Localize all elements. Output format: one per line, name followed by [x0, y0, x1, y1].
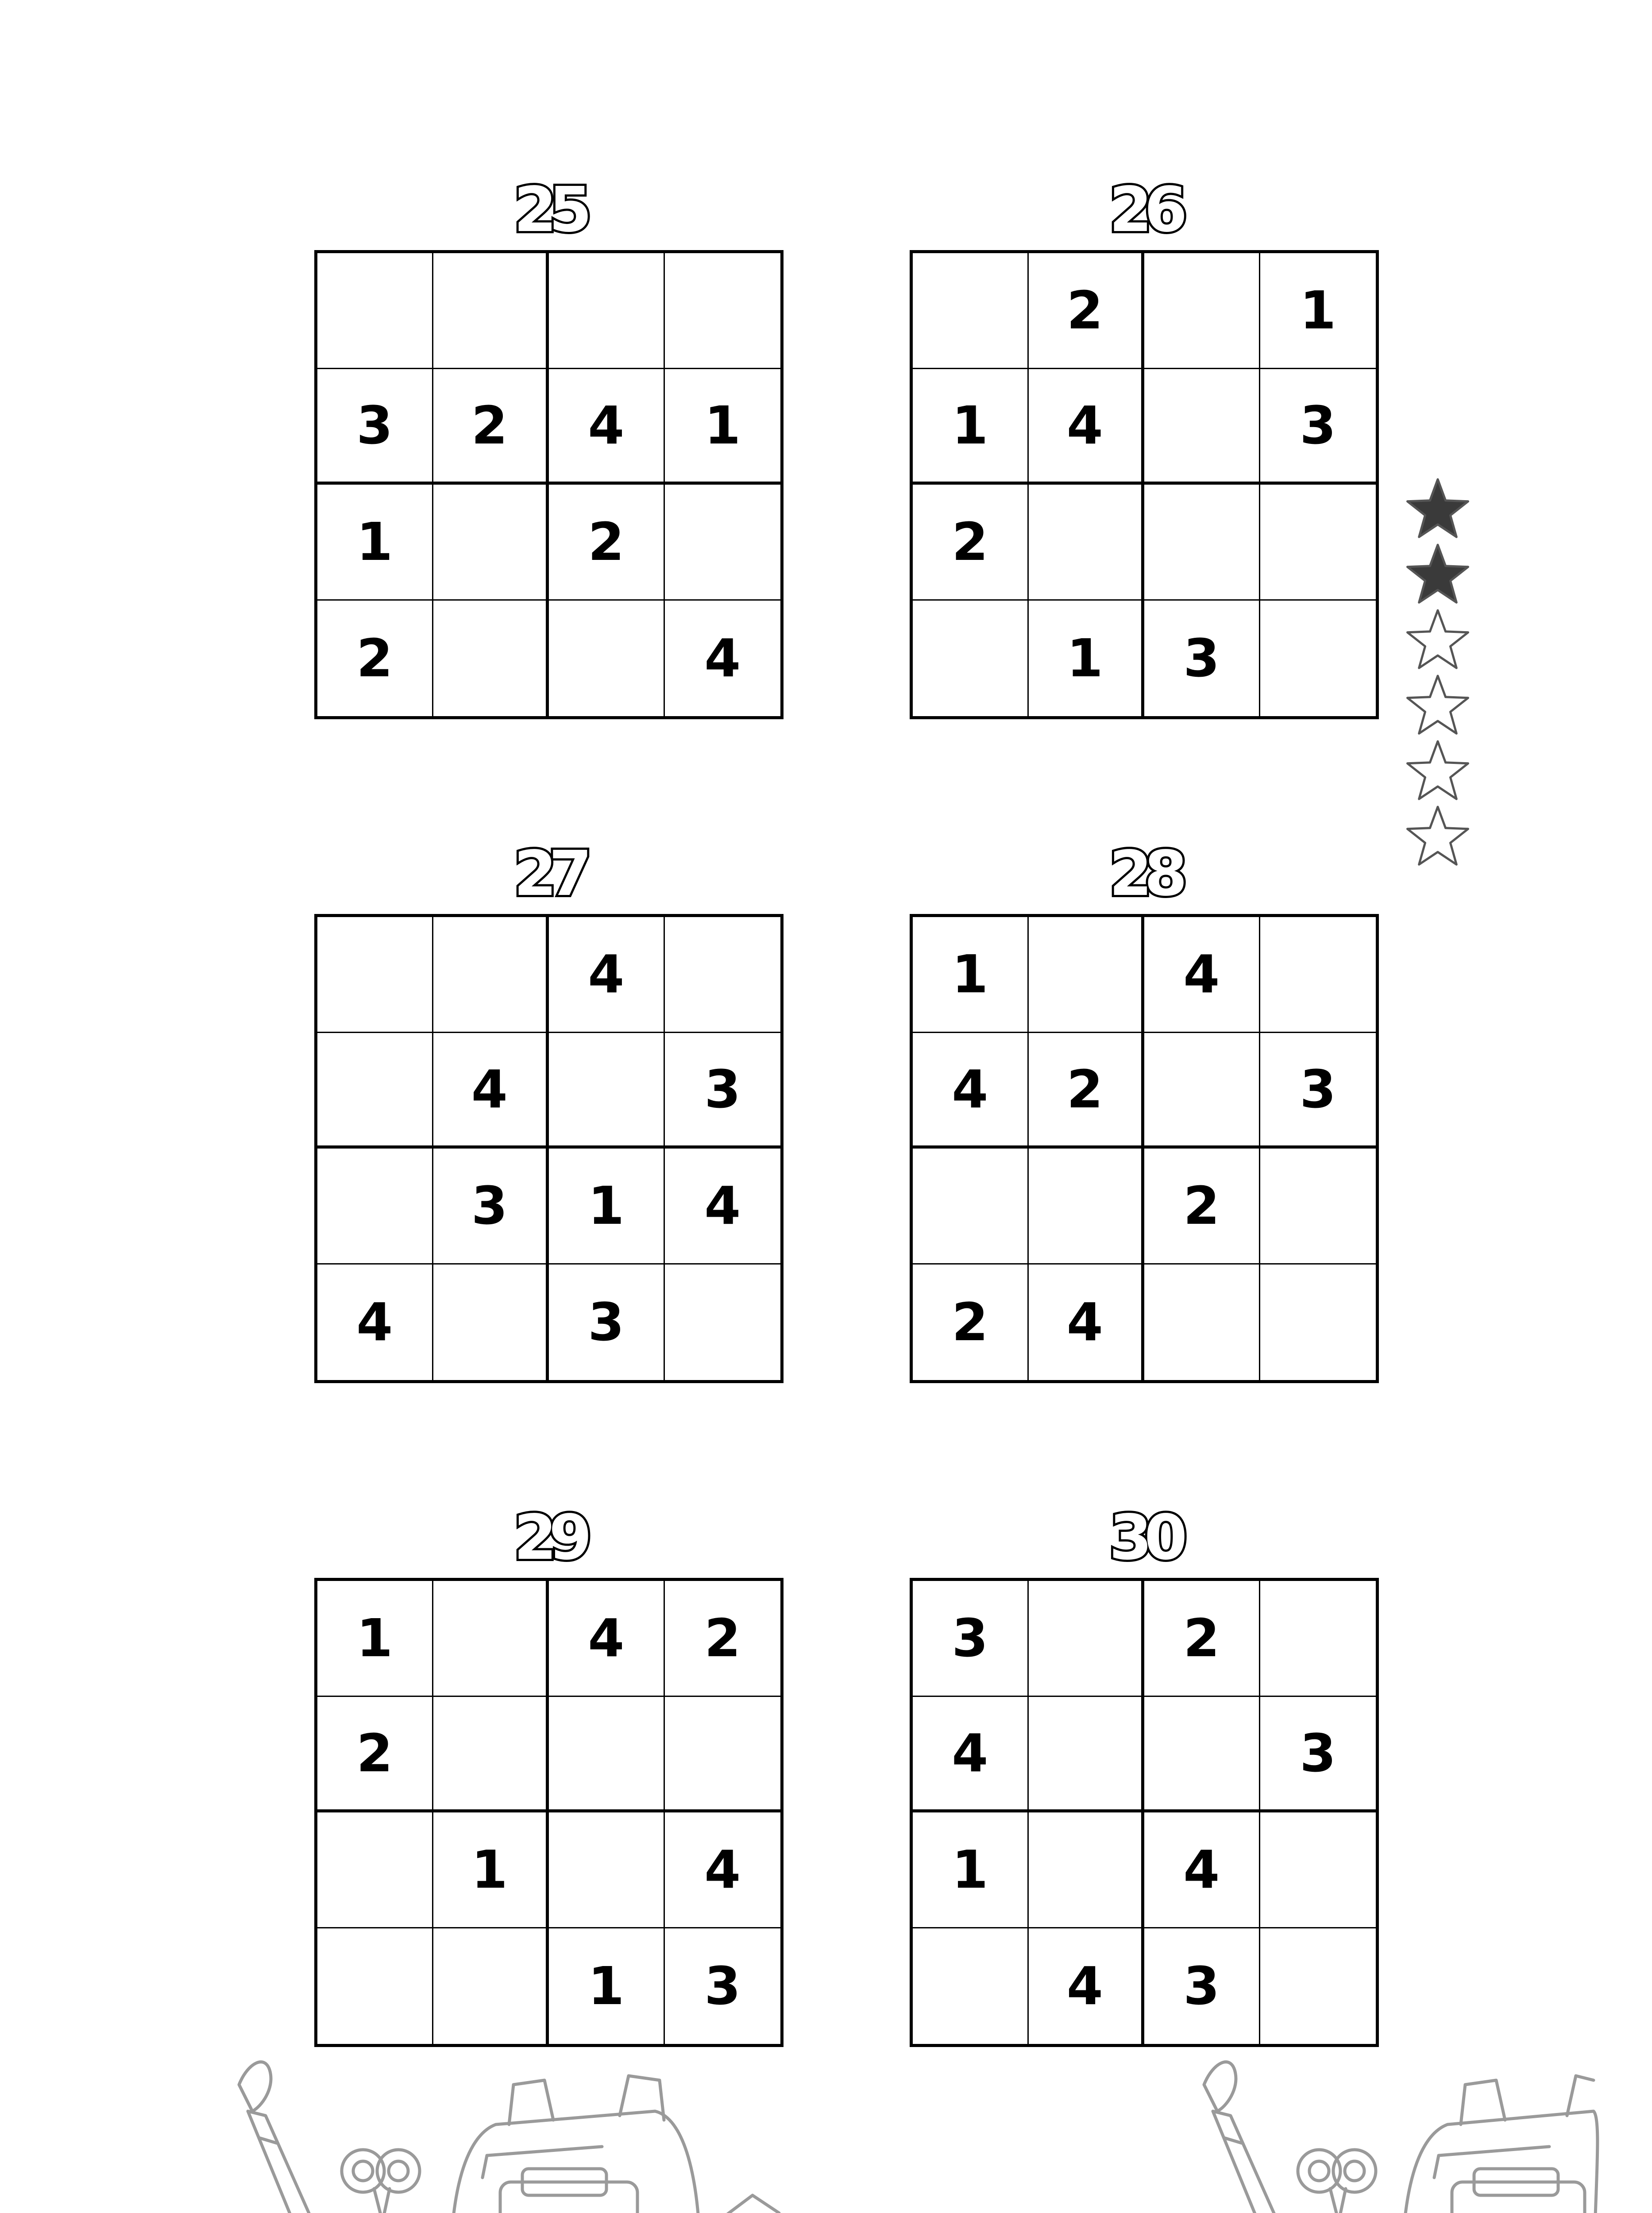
puzzle-number: 28	[1109, 838, 1180, 910]
given-cell: 1	[549, 1149, 665, 1265]
empty-cell[interactable]	[1144, 485, 1260, 601]
empty-cell[interactable]	[1260, 1812, 1376, 1928]
given-cell: 3	[913, 1581, 1029, 1697]
empty-cell[interactable]	[549, 253, 665, 369]
given-cell: 4	[913, 1697, 1029, 1813]
puzzle-number: 27	[513, 838, 584, 910]
empty-cell[interactable]	[1144, 1265, 1260, 1380]
empty-cell[interactable]	[317, 917, 433, 1033]
empty-cell[interactable]	[1029, 1812, 1145, 1928]
empty-cell[interactable]	[1144, 1697, 1260, 1813]
empty-cell[interactable]	[317, 1928, 433, 2044]
empty-cell[interactable]	[433, 485, 549, 601]
empty-cell[interactable]	[1260, 601, 1376, 717]
given-cell: 1	[317, 485, 433, 601]
given-cell: 2	[1029, 253, 1145, 369]
empty-cell[interactable]	[433, 1697, 549, 1813]
given-cell: 2	[549, 485, 665, 601]
given-cell: 2	[433, 369, 549, 485]
empty-cell[interactable]	[433, 601, 549, 717]
given-cell: 4	[317, 1265, 433, 1380]
filled-star-icon	[1408, 545, 1468, 602]
empty-cell[interactable]	[433, 917, 549, 1033]
given-cell: 4	[665, 1149, 781, 1265]
given-cell: 2	[1029, 1033, 1145, 1149]
empty-star-icon	[1408, 676, 1468, 733]
given-cell: 4	[1029, 1265, 1145, 1380]
given-cell: 4	[433, 1033, 549, 1149]
given-cell: 4	[704, 628, 741, 689]
given-cell: 3	[704, 1955, 741, 2017]
given-cell: 4	[549, 1581, 665, 1697]
empty-cell[interactable]	[1144, 369, 1260, 485]
empty-cell[interactable]	[1029, 917, 1145, 1033]
empty-star-icon	[1408, 741, 1468, 799]
empty-cell[interactable]	[549, 1697, 665, 1813]
empty-cell[interactable]	[433, 253, 549, 369]
empty-cell[interactable]	[665, 253, 781, 369]
empty-cell[interactable]	[665, 917, 781, 1033]
empty-cell[interactable]	[1260, 1928, 1376, 2044]
given-cell: 1	[913, 917, 1029, 1033]
given-cell: 3	[1260, 1033, 1376, 1149]
empty-cell[interactable]	[1260, 1265, 1376, 1380]
empty-cell[interactable]	[317, 1149, 433, 1265]
given-cell: 3	[665, 1033, 781, 1149]
empty-cell[interactable]	[1260, 917, 1376, 1033]
paintbrush-icon	[239, 2062, 336, 2213]
empty-cell[interactable]	[913, 601, 1029, 717]
given-cell: 3	[317, 369, 433, 485]
given-cell: 4	[665, 1812, 781, 1928]
empty-cell[interactable]	[433, 1928, 549, 2044]
given-cell: 4	[913, 1033, 1029, 1149]
empty-cell[interactable]	[1029, 485, 1145, 601]
given-cell: 1	[665, 369, 781, 485]
empty-star-icon	[1408, 610, 1468, 668]
scissors-icon	[1298, 2150, 1376, 2213]
empty-cell[interactable]	[433, 1265, 549, 1380]
scissors-icon	[342, 2150, 420, 2213]
stapler-icon	[691, 2195, 788, 2213]
given-cell: 3	[1260, 1697, 1376, 1813]
sudoku-grid	[314, 914, 784, 1383]
empty-cell[interactable]	[317, 1812, 433, 1928]
empty-cell[interactable]	[913, 1149, 1029, 1265]
empty-cell[interactable]	[1029, 1149, 1145, 1265]
given-cell: 3	[549, 1265, 665, 1380]
given-cell: 1	[433, 1812, 549, 1928]
empty-cell[interactable]	[1260, 1581, 1376, 1697]
given-cell: 4	[1029, 369, 1145, 485]
given-cell: 3	[1260, 369, 1376, 485]
given-cell: 1	[913, 1812, 1029, 1928]
sudoku-grid	[910, 250, 1379, 719]
empty-cell[interactable]	[1260, 485, 1376, 601]
given-cell: 1	[317, 1581, 433, 1697]
empty-cell[interactable]	[549, 601, 665, 717]
given-cell: 1	[913, 369, 1029, 485]
given-cell: 4	[1144, 917, 1260, 1033]
empty-cell[interactable]	[1029, 1581, 1145, 1697]
empty-cell[interactable]	[1029, 1697, 1145, 1813]
difficulty-rating	[1402, 478, 1473, 876]
empty-cell[interactable]	[665, 485, 781, 601]
sudoku-grid	[314, 1578, 784, 2047]
paintbrush-icon	[1204, 2062, 1301, 2213]
puzzle-number: 29	[513, 1502, 584, 1574]
empty-cell[interactable]	[665, 1697, 781, 1813]
given-cell: 2	[913, 485, 1029, 601]
given-cell: 3	[1144, 1928, 1260, 2044]
given-cell: 1	[1260, 253, 1376, 369]
backpack-icon	[451, 2076, 700, 2213]
empty-cell[interactable]	[549, 1812, 665, 1928]
empty-cell[interactable]	[665, 1265, 781, 1380]
puzzle-number: 30	[1109, 1502, 1180, 1574]
empty-cell[interactable]	[913, 253, 1029, 369]
empty-cell[interactable]	[913, 1928, 1029, 2044]
given-cell: 4	[549, 917, 665, 1033]
sudoku-grid	[910, 914, 1379, 1383]
given-cell: 2	[913, 1265, 1029, 1380]
given-cell: 2	[1144, 1149, 1260, 1265]
puzzle-number: 25	[513, 174, 584, 246]
empty-cell[interactable]	[317, 253, 433, 369]
empty-cell[interactable]	[1144, 1033, 1260, 1149]
empty-cell[interactable]	[317, 1033, 433, 1149]
given-cell: 3	[433, 1149, 549, 1265]
puzzle-number: 26	[1109, 174, 1180, 246]
sudoku-grid	[910, 1578, 1379, 2047]
given-cell: 2	[317, 1697, 433, 1813]
given-cell: 4	[549, 369, 665, 485]
empty-cell[interactable]	[549, 1033, 665, 1149]
empty-cell[interactable]	[1260, 1149, 1376, 1265]
given-cell: 2	[317, 601, 433, 717]
given-cell: 2	[665, 1581, 781, 1697]
given-cell: 2	[1144, 1581, 1260, 1697]
given-cell: 1	[549, 1928, 665, 2044]
sudoku-grid	[314, 250, 784, 719]
empty-cell[interactable]	[1144, 253, 1260, 369]
given-cell: 3	[1144, 601, 1260, 717]
school-supplies-decoration	[0, 2045, 1652, 2213]
given-cell: 4	[1029, 1928, 1145, 2044]
given-cell: 1	[1029, 601, 1145, 717]
empty-cell[interactable]	[433, 1581, 549, 1697]
backpack-icon	[1402, 2076, 1598, 2213]
given-cell: 4	[1144, 1812, 1260, 1928]
empty-star-icon	[1408, 807, 1468, 864]
filled-star-icon	[1408, 479, 1468, 537]
